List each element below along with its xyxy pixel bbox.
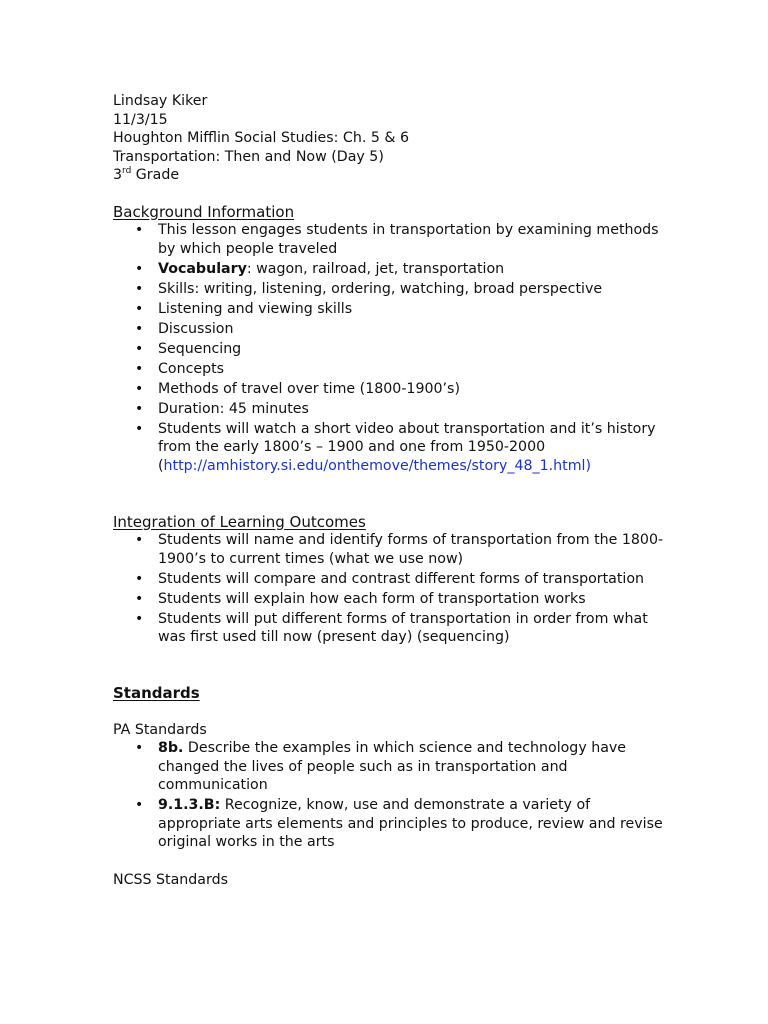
list-item — [113, 796, 673, 852]
list-item: • Students will put different forms of transportation in order from what was first used till now (present day) (sequencing) — [113, 610, 673, 647]
grade-number: 3 — [113, 167, 123, 183]
pa-standards-label: PA Standards — [113, 721, 207, 738]
list-item: • Students will name and identify forms of transportation from the 1800-1900’s to current times (what we use now) — [113, 531, 673, 568]
list-item: • Duration: 45 minutes — [113, 400, 673, 419]
list-item: • Listening and viewing skills — [113, 300, 673, 319]
video-description: Students will watch a short video about transportation and it’s history from the early 1800’s – 1900 and one from 1950-2000 ( — [158, 420, 656, 474]
standards-heading: Standards — [113, 684, 200, 702]
textbook-reference: Houghton Mifflin Social Studies: Ch. 5 & 6 — [113, 130, 409, 146]
outcomes-heading: Integration of Learning Outcomes — [113, 512, 366, 531]
pa-standards-list — [113, 739, 673, 852]
background-list — [113, 221, 673, 475]
list-item: • Concepts — [113, 360, 673, 379]
vocabulary-label: Vocabulary — [158, 260, 247, 277]
video-link[interactable]: http://amhistory.si.edu/onthemove/themes/story_48_1.html) — [163, 457, 592, 474]
list-item: • Students will compare and contrast different forms of transportation — [113, 570, 673, 589]
list-item — [113, 420, 673, 476]
grade-suffix: rd — [122, 166, 132, 176]
list-item: • Students will explain how each form of transportation works — [113, 590, 673, 609]
list-item — [113, 739, 673, 795]
list-item: • Methods of travel over time (1800-1900’s) — [113, 380, 673, 399]
grade-level — [113, 166, 673, 185]
lesson-date: 11/3/15 — [113, 111, 168, 128]
document-page — [113, 92, 673, 890]
outcomes-list — [113, 531, 673, 647]
list-item: • Discussion — [113, 320, 673, 339]
standard-code: 8b. — [158, 740, 184, 756]
background-heading: Background Information — [113, 202, 295, 221]
ncss-standards-label: NCSS Standards — [113, 872, 228, 888]
standard-text: Recognize, know, use and demonstrate a variety of appropriate arts elements and principles to produce, review and revise original works in the arts — [158, 797, 663, 850]
list-item: • Sequencing — [113, 340, 673, 359]
list-item: • This lesson engages students in transportation by examining methods by which people traveled — [113, 221, 673, 258]
list-item — [113, 260, 673, 279]
standard-text: Describe the examples in which science and technology have changed the lives of people such as in transportation and communication — [158, 740, 627, 793]
vocabulary-text: : wagon, railroad, jet, transportation — [246, 260, 505, 277]
grade-word: Grade — [131, 167, 180, 183]
list-item: • Skills: writing, listening, ordering, watching, broad perspective — [113, 280, 673, 299]
standard-code: 9.1.3.B: — [158, 797, 221, 813]
author-name: Lindsay Kiker — [113, 93, 208, 109]
lesson-title: Transportation: Then and Now (Day 5) — [113, 148, 384, 165]
